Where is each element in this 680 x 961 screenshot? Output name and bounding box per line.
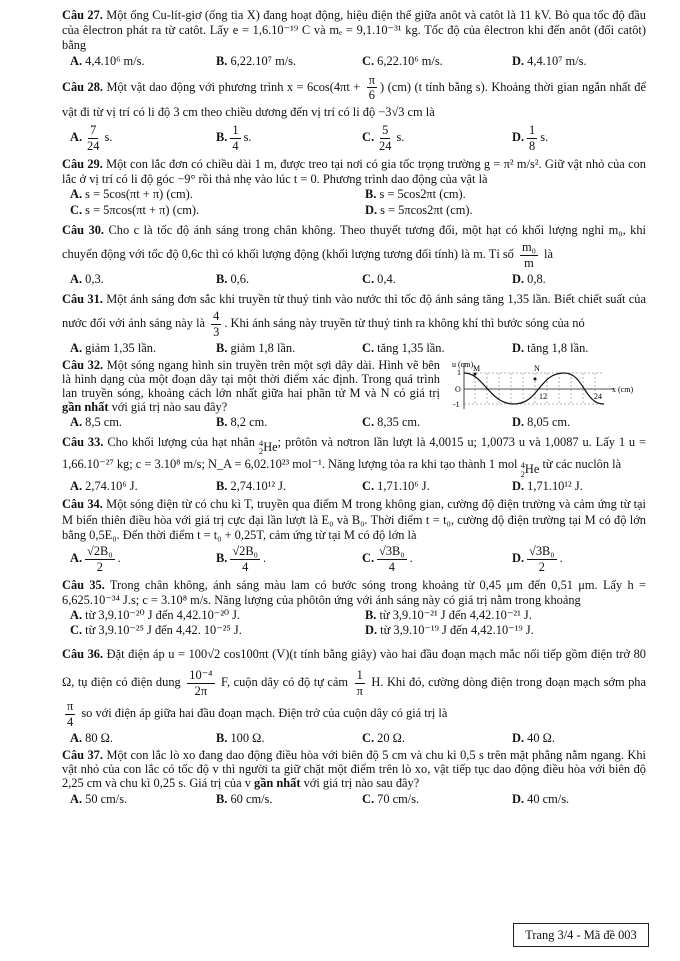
u-axis-label: u (cm): [452, 359, 474, 369]
question-text: ) (cm) (t tính bằng s). Khoảng thời gian ngắn nhất để vật đi từ vị trí có li độ 3 cm theo chiều dương đến vị trí có li độ −3√3 cm là: [62, 79, 647, 120]
option-b: B. $\frac{1}{4}$ s.: [216, 123, 252, 154]
option-d: D. 8,05 cm.: [512, 415, 571, 430]
question-text: F, cuộn dây có độ tự cảm: [217, 675, 352, 690]
question-32-block: [62, 359, 646, 415]
question-label: Câu 33.: [62, 434, 104, 449]
option-c: C. tăng 1,35 lần.: [362, 340, 445, 355]
question-32: Câu 32. Một sóng ngang hình sin truyền trên một sợi dây dài. Hình vẽ bên là hình dạng của một đoạn dây tại một thời điểm xác định. Trong quá trình lan truyền sóng, khoảng cách lớn nhất giữa hai phần tử M và N có giá trị gần nhất với giá trị nào sau đây?: [62, 357, 441, 414]
question-28: [62, 73, 646, 123]
wave-figure: [444, 359, 644, 417]
origin-label: O: [455, 384, 461, 394]
option-c: C. s = 5πcos(πt + π) (cm).: [70, 202, 200, 217]
question-text: Cho c là tốc độ ánh sáng trong chân không. Theo thuyết tương đối, một hạt có khối lượng nghỉ m₀, khi chuyển động với tốc độ 0,6c thì có khối lượng động (khối lượng tương đối tính) là m. Tỉ số: [62, 222, 646, 262]
question-text: Một ống Cu-lít-giơ (ống tia X) đang hoạt động, hiệu điện thế giữa anôt và catôt là 11 kV. Bỏ qua tốc độ đầu của êlectron phát ra từ catôt. Lấy e = 1,6.10⁻¹⁹ C và mₑ = 9,1.10⁻³¹ kg. Tốc độ của êlectron khi đến anôt (đối catôt) bằng: [62, 8, 646, 53]
option-a: A. 2,74.10⁶ J.: [70, 479, 138, 494]
question-text: Một ánh sáng đơn sắc khi truyền từ thuỷ tinh vào nước thì tốc độ ánh sáng tăng 1,35 lần. Biết chiết suất của nước đối với ánh sáng này là: [62, 291, 647, 331]
option-d: D. $\frac{1}{8}$ s.: [512, 123, 549, 154]
tick-1: 1: [457, 367, 461, 377]
option-b: B. 8,2 cm.: [216, 415, 268, 430]
options-37: [62, 792, 646, 807]
question-text: Một sóng điện từ có chu kì T, truyền qua điểm M trong không gian, cường độ điện trường và cảm ứng từ tại M biến thiên điều hòa với giá trị cực đại lần lượt là E₀ và B₀. Thời điểm t = t₀, cường độ điện trường tại M có độ lớn bằng 0,5E₀. Đến thời điểm t = t₀ + 0,25T, cảm ứng từ tại M có độ lớn là: [62, 497, 646, 542]
point-n-marker: [534, 377, 537, 380]
options-28: [62, 123, 646, 154]
options-35-row2: [62, 623, 646, 638]
options-33: [62, 479, 646, 494]
question-text: H. Khi đó, cường dòng điện trong đoạn mạch sớm pha: [367, 675, 646, 690]
option-d: D. 40 cm/s.: [512, 791, 570, 806]
tick-minus-1: -1: [453, 399, 460, 409]
option-c: C. 0,4.: [362, 271, 396, 286]
question-text: Một con lắc lò xo đang dao động điều hòa với biên độ 5 cm và chu kì 0,5 s trên mặt phẳng nằm ngang. Khi vật nhỏ của con lắc có tốc độ v thì người ta giữ chặt một điểm trên lò xo, vật tiếp tục dao động điều hòa với biên độ 2,25 cm và chu kì 0,25 s. Giá trị của v: [62, 748, 646, 790]
option-a: A. $\frac{\text{√2B₀}}{2}$ .: [70, 543, 121, 574]
options-29-row2: [62, 203, 646, 218]
question-text: Một con lắc đơn có chiều dài 1 m, được treo tại nơi có gia tốc trọng trường g = π² m/s². Giữ vật nhỏ của con lắc ở vị trí có li độ góc −9° rồi thả nhẹ vào lúc t = 0. Phương trình dao động của vật là: [62, 157, 646, 187]
question-label: Câu 30.: [62, 222, 105, 237]
option-b: B. từ 3,9.10⁻²¹ J đến 4,42.10⁻²¹ J.: [365, 607, 532, 622]
option-b: B. $\frac{\text{√2B₀}}{4}$ .: [216, 543, 267, 574]
options-30: [62, 272, 646, 287]
point-n: N: [534, 363, 540, 373]
option-c: C. $\frac{5}{24}$ s.: [362, 123, 405, 154]
x-tick-24: 24: [594, 391, 602, 401]
options-36: [62, 731, 646, 746]
options-29-row1: [62, 187, 646, 202]
option-d: D. s = 5πcos2πt (cm).: [365, 202, 473, 217]
question-text: Một sóng ngang hình sin truyền trên một sợi dây dài. Hình vẽ bên là hình dạng của một đoạn dây tại một thời điểm xác định. Trong quá trình lan truyền sóng, khoảng cách lớn nhất giữa hai phần tử M và N có giá trị: [62, 357, 441, 400]
options-35-row1: [62, 608, 646, 623]
option-b: B. s = 5cos2πt (cm).: [365, 187, 466, 202]
option-c: C. $\frac{\text{√3B₀}}{4}$ .: [362, 543, 413, 574]
option-c: C. 70 cm/s.: [362, 791, 420, 806]
question-31: [62, 290, 646, 340]
question-text: so với điện áp giữa hai đầu đoạn mạch. Điện trở của cuộn dây có giá trị là: [78, 706, 448, 721]
option-a: A. 4,4.10⁶ m/s.: [70, 54, 145, 69]
question-label: Câu 29.: [62, 157, 103, 172]
option-a: A. s = 5cos(πt + π) (cm).: [70, 187, 193, 202]
question-text: Đặt điện áp u = 100√2 cos100πt (V)(t tính bằng giây) vào hai đầu đoạn mạch mắc nối tiếp gồm điện trở 80 Ω, tụ điện có điện dung: [62, 647, 646, 690]
option-a: A. 50 cm/s.: [70, 791, 128, 806]
fraction: $\frac{\text{m₀}}{m}$: [521, 239, 536, 270]
question-36: [62, 641, 646, 730]
helium-nuclide: 4 2 He: [258, 437, 278, 457]
option-a: A. 8,5 cm.: [70, 415, 122, 430]
exam-page: [62, 8, 646, 810]
option-d: D. 1,71.10¹² J.: [512, 479, 583, 494]
option-c: C. 1,71.10⁶ J.: [362, 479, 430, 494]
option-a: A. từ 3,9.10⁻²⁰ J đến 4,42.10⁻²⁰ J.: [70, 607, 241, 622]
option-d: D. 40 Ω.: [512, 730, 555, 745]
options-27: [62, 54, 646, 69]
page-footer: Trang 3/4 - Mã đề 003: [513, 923, 649, 947]
option-b: B. 2,74.10¹² J.: [216, 479, 287, 494]
options-31: [62, 341, 646, 356]
question-label: Câu 35.: [62, 577, 105, 592]
x-axis-label: x (cm): [612, 384, 634, 394]
option-b: B. 0,6.: [216, 271, 250, 286]
option-c: C. 20 Ω.: [362, 730, 405, 745]
option-c: C. từ 3,9.10⁻²⁵ J đến 4,42. 10⁻²⁵ J.: [70, 622, 242, 637]
question-text: từ các nuclôn là: [539, 456, 622, 471]
option-a: A. giảm 1,35 lần.: [70, 340, 157, 355]
question-label: Câu 36.: [62, 647, 104, 662]
option-c: C. 6,22.10⁶ m/s.: [362, 54, 443, 69]
fraction: $\frac{\pi}{4}$: [67, 699, 74, 729]
option-d: D. tăng 1,8 lần.: [512, 340, 589, 355]
fraction: $\frac{1}{\pi}$: [356, 668, 363, 699]
fraction: $\frac{4}{3}$: [213, 309, 220, 339]
question-text: là: [540, 247, 553, 262]
helium-nuclide: 4 2 He: [520, 459, 540, 479]
question-label: Câu 28.: [62, 79, 103, 94]
question-text: Cho khối lượng của hạt nhân: [103, 434, 259, 449]
question-text: Một vật dao động với phương trình x = 6cos(4πt +: [103, 79, 364, 94]
option-d: D. từ 3,9.10⁻¹⁹ J đến 4,42.10⁻¹⁹ J.: [365, 622, 534, 637]
option-a: A. $\frac{7}{24}$ s.: [70, 123, 113, 154]
question-35: [62, 578, 646, 608]
options-34: [62, 544, 646, 575]
x-tick-12: 12: [539, 391, 547, 401]
question-text: Trong chân không, ánh sáng màu lam có bước sóng trong khoảng từ 0,45 μm đến 0,51 μm. Lấy h = 6,625.10⁻³⁴ J.s; c = 3.10⁸ m/s. Năng lượng của phôtôn ứng với ánh sáng này có giá trị nằm trong khoảng: [62, 577, 646, 607]
question-34: [62, 497, 646, 542]
option-b: B. 60 cm/s.: [216, 791, 273, 806]
question-33: [62, 434, 646, 479]
option-a: A. 0,3.: [70, 271, 104, 286]
question-label: Câu 27.: [62, 8, 103, 22]
option-d: D. 0,8.: [512, 271, 546, 286]
question-30: [62, 221, 646, 271]
fraction: $\frac{\text{10⁻⁴}}{2\pi}$: [189, 668, 213, 699]
option-b: B. giảm 1,8 lần.: [216, 340, 296, 355]
question-27: [62, 8, 646, 53]
question-text: ; prôtôn và nơtron lần lượt là 4,0015 u; 1,0073 u và 1,0087 u. Lấy 1 u = 1,66.10⁻²⁷ kg; c = 3.10⁸ m/s; N_A = 6,02.10²³ mol⁻¹. Năng lượng tỏa ra khi tạo thành 1 mol: [62, 434, 646, 471]
question-text: . Khi ánh sáng này truyền từ thuỷ tinh ra không khí thì bước sóng của nó: [224, 316, 585, 331]
option-b: B. 100 Ω.: [216, 730, 265, 745]
option-b: B. 6,22.10⁷ m/s.: [216, 54, 297, 69]
emphasis: gần nhất: [254, 775, 301, 790]
question-label: Câu 37.: [62, 748, 103, 762]
question-29: [62, 157, 646, 187]
question-label: Câu 31.: [62, 291, 103, 306]
question-label: Câu 34.: [62, 497, 103, 512]
fraction: $\frac{\pi}{6}$: [368, 72, 375, 103]
question-37: Câu 37. Một con lắc lò xo đang dao động điều hòa với biên độ 5 cm và chu kì 0,5 s trên mặt phẳng nằm ngang. Khi vật nhỏ của con lắc có tốc độ v thì người ta giữ chặt một điểm trên lò xo, vật tiếp tục dao động điều hòa với biên độ 2,25 cm và chu kì 0,25 s. Giá trị của v gần nhất với giá trị nào sau đây?: [62, 748, 646, 790]
option-d: D. $\frac{\text{√3B₀}}{2}$ .: [512, 543, 563, 574]
option-a: A. 80 Ω.: [70, 730, 113, 745]
question-label: Câu 32.: [62, 357, 104, 372]
grid: [464, 373, 604, 404]
emphasis: gần nhất: [62, 399, 109, 414]
option-c: C. 8,35 cm.: [362, 415, 421, 430]
point-m: M: [473, 363, 481, 373]
option-d: D. 4,4.10⁷ m/s.: [512, 54, 587, 69]
options-32: [62, 415, 646, 430]
